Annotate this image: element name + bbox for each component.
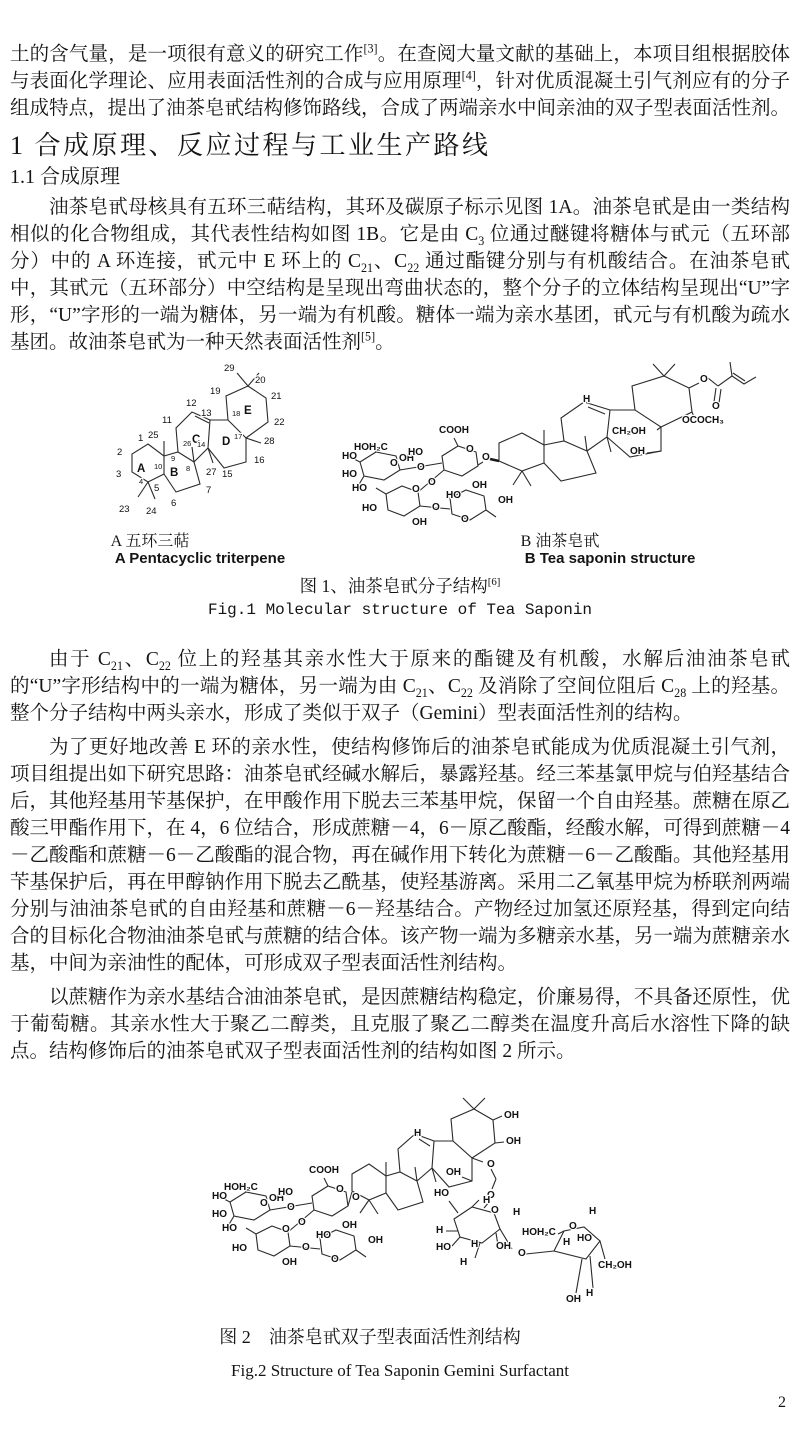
svg-text:O: O (487, 1159, 495, 1170)
section-heading: 1 合成原理、反应过程与工业生产路线 (10, 131, 491, 160)
svg-text:OH: OH (566, 1294, 581, 1305)
svg-text:18: 18 (232, 409, 241, 418)
svg-text:O: O (260, 1198, 268, 1209)
svg-text:O: O (298, 1217, 306, 1228)
svg-text:H: H (436, 1225, 444, 1236)
svg-text:11: 11 (162, 415, 172, 426)
paragraph-hydrolysis: 由于 $C_{21}$、$C_{22}$ 位上的羟基其亲水性大于原来的酯键及有机酸，水解后油油茶皂甙的“U”字形结构中的一端为糖体，另一端为由 $C_{21}$、$C_{22}$ 及消除了空间位阻后 $C_{28}$ 上的羟基。整个分子结构中两头亲水，形成了类似于双子（Gemini）型表面活性剂的结构。 (10, 649, 790, 724)
svg-text:O: O (287, 1202, 295, 1213)
svg-text:COOH: COOH (309, 1165, 339, 1176)
svg-text:HO: HO (342, 469, 357, 480)
svg-text:C: C (192, 434, 201, 446)
svg-text:HO: HO (212, 1191, 227, 1202)
svg-text:O: O (336, 1184, 344, 1195)
svg-text:HO: HO (362, 503, 377, 514)
svg-text:14: 14 (197, 440, 206, 449)
svg-text:25: 25 (148, 430, 159, 441)
svg-text:12: 12 (186, 398, 197, 409)
svg-text:O: O (302, 1242, 310, 1253)
svg-text:H: H (513, 1207, 521, 1218)
fig1-caption-en: Fig.1 Molecular structure of Tea Saponin (207, 601, 593, 619)
svg-text:HO: HO (316, 1230, 331, 1241)
svg-text:O: O (331, 1254, 339, 1265)
svg-text:HOH₂C: HOH₂C (522, 1227, 556, 1238)
svg-text:5: 5 (154, 483, 160, 494)
subsection-heading: 1.1 合成原理 (10, 166, 120, 188)
svg-text:OH: OH (282, 1257, 297, 1268)
svg-text:O: O (428, 477, 436, 488)
svg-text:19: 19 (210, 386, 221, 397)
svg-text:H: H (589, 1206, 597, 1217)
svg-text:E: E (244, 405, 252, 417)
svg-text:16: 16 (254, 455, 265, 466)
svg-text:4: 4 (139, 477, 144, 486)
fig2-caption-cn: 图 2 油茶皂甙双子型表面活性剂结构 (219, 1327, 521, 1347)
svg-text:8: 8 (186, 464, 191, 473)
svg-text:20: 20 (255, 375, 266, 386)
svg-text:O: O (712, 401, 720, 412)
svg-text:10: 10 (154, 462, 163, 471)
svg-text:CH₂OH: CH₂OH (612, 426, 646, 437)
fig1a-label-cn: A 五环三萜 (110, 533, 190, 550)
svg-text:22: 22 (274, 417, 285, 428)
svg-text:9: 9 (171, 454, 176, 463)
svg-text:24: 24 (146, 506, 157, 517)
svg-text:HO: HO (446, 490, 461, 501)
svg-text:23: 23 (119, 504, 130, 515)
svg-text:21: 21 (271, 391, 282, 402)
fig1a-pentacyclic-structure (88, 364, 288, 527)
svg-text:HO: HO (408, 447, 423, 458)
svg-text:OH: OH (472, 480, 487, 491)
svg-text:O: O (466, 444, 474, 455)
svg-text:17: 17 (234, 432, 243, 441)
paragraph-synthesis-route: 为了更好地改善 E 环的亲水性，使结构修饰后的油茶皂甙能成为优质混凝土引气剂，项目组提出如下研究思路：油茶皂甙经碱水解后，暴露羟基。经三苯基氯甲烷与伯羟基结合后，其他羟基用苄基保护，在甲酸作用下脱去三苯基甲烷，保留一个自由羟基。蔗糖在原乙酸三甲酯作用下，在 4，6 位结合，形成蔗糖－4，6－原乙酸酯，经酸水解，可得到蔗糖－4－乙酸酯和蔗糖－6－乙酸酯的混合物，再在碱作用下转化为蔗糖－6－乙酸酯。其他羟基用苄基保护后，再在甲醇钠作用下脱去乙酰基，使羟基游离。采用二乙氧基甲烷为桥联剂两端分别与油油茶皂甙的自由羟基和蔗糖－6－羟基结合。产物经过加氢还原羟基，得到定向结合的目标化合物油油茶皂甙与蔗糖的结合体。该产物一端为多糖亲水基，另一端为蔗糖亲水基，中间为亲油性的配体，可形成双子型表面活性剂结构。 (10, 737, 791, 974)
svg-text:H: H (460, 1257, 468, 1268)
svg-text:O: O (352, 1192, 360, 1203)
svg-text:O: O (282, 1224, 290, 1235)
svg-text:O: O (412, 484, 420, 495)
svg-text:OH: OH (446, 1167, 461, 1178)
svg-text:2: 2 (117, 447, 123, 458)
svg-text:H: H (586, 1288, 594, 1299)
svg-text:CH₂OH: CH₂OH (598, 1260, 632, 1271)
svg-text:OH: OH (399, 453, 414, 464)
svg-text:A: A (137, 463, 146, 475)
fig1-caption-cn: 图 1、油茶皂甙分子结构[6] (299, 576, 501, 596)
fig1a-label-en: A Pentacyclic triterpene (114, 550, 286, 567)
svg-text:OH: OH (412, 517, 427, 528)
fig2-caption-en: Fig.2 Structure of Tea Saponin Gemini Surfactant (231, 1361, 569, 1380)
svg-text:15: 15 (222, 469, 233, 480)
figure-2 (10, 1093, 790, 1309)
svg-text:OH: OH (496, 1241, 511, 1252)
svg-text:HO: HO (434, 1188, 449, 1199)
svg-text:H: H (414, 1128, 422, 1139)
svg-text:O: O (432, 502, 440, 513)
svg-text:HO: HO (222, 1223, 237, 1234)
svg-text:HO: HO (278, 1187, 293, 1198)
svg-text:O: O (700, 374, 708, 385)
svg-text:27: 27 (206, 467, 217, 478)
svg-text:OH: OH (504, 1110, 519, 1121)
svg-text:29: 29 (224, 363, 235, 374)
svg-text:7: 7 (206, 485, 212, 496)
svg-text:H: H (483, 1195, 491, 1206)
svg-text:HO: HO (352, 483, 367, 494)
svg-text:OH: OH (368, 1235, 383, 1246)
svg-text:OH: OH (342, 1220, 357, 1231)
svg-text:O: O (491, 1205, 499, 1216)
paragraph-sucrose-choice: 以蔗糖作为亲水基结合油油茶皂甙，是因蔗糖结构稳定，价廉易得，不具备还原性，优于葡萄糖。其亲水性大于聚乙二醇类，且克服了聚乙二醇类在温度升高后水溶性下降的缺点。结构修饰后的油茶皂甙双子型表面活性剂的结构如图 2 所示。 (10, 987, 791, 1062)
svg-text:HOH₂C: HOH₂C (354, 442, 388, 453)
svg-text:HO: HO (212, 1209, 227, 1220)
fig1b-label-en: B Tea saponin structure (524, 550, 696, 567)
svg-text:HO: HO (232, 1243, 247, 1254)
paragraph-principle: 油茶皂甙母核具有五环三萜结构，其环及碳原子标示见图 1A。油茶皂甙是由一类结构相似的化合物组成，其代表性结构如图 1B。它是由 $C_3$ 位通过醚键将糖体与甙元（五环部分）中的 A 环连接，甙元中 E 环上的 $C_{21}$、$C_{22}$ 通过酯键分别与有机酸结合。在油茶皂甙中，其甙元（五环部分）中空结构是呈现出弯曲状态的，整个分子的立体结构呈现出“U”字形，“U”字形的一端为糖体，另一端为有机酸。糖体一端为亲水基团，甙元与有机酸为疏水基团。故油茶皂甙为一种天然表面活性剂[5]。 (10, 197, 790, 353)
svg-text:O: O (569, 1221, 577, 1232)
svg-text:O: O (482, 452, 490, 463)
paragraph-intro: 土的含气量，是一项很有意义的研究工作[3]。在查阅大量文献的基础上，本项目组根据胶体与表面化学理论、应用表面活性剂的合成与应用原理[4]，针对优质混凝土引气剂应有的分子组成特点，提出了油茶皂甙结构修饰路线，合成了两端亲水中间亲油的双子型表面活性剂。 (10, 41, 791, 119)
svg-text:3: 3 (116, 469, 122, 480)
svg-text:28: 28 (264, 436, 275, 447)
fig2-gemini-surfactant-structure (172, 1093, 662, 1309)
svg-text:D: D (222, 436, 231, 448)
svg-text:OH: OH (498, 495, 513, 506)
svg-text:OH: OH (269, 1193, 284, 1204)
fig1b-label-cn: B 油茶皂甙 (520, 533, 600, 550)
svg-text:6: 6 (171, 498, 177, 509)
svg-text:OH: OH (506, 1136, 521, 1147)
svg-text:B: B (170, 467, 179, 479)
fig1-sublabels-cn (10, 528, 790, 550)
svg-text:H: H (583, 394, 591, 405)
svg-text:O: O (461, 514, 469, 525)
svg-text:13: 13 (201, 408, 212, 419)
fig1b-tea-saponin-structure (342, 358, 762, 530)
svg-text:H: H (471, 1239, 479, 1250)
svg-text:H: H (563, 1237, 571, 1248)
svg-text:HO: HO (342, 451, 357, 462)
svg-text:1: 1 (138, 433, 144, 444)
svg-text:HO: HO (577, 1233, 592, 1244)
svg-text:O: O (390, 458, 398, 469)
svg-text:COOH: COOH (439, 425, 469, 436)
svg-text:O: O (487, 1190, 495, 1201)
svg-text:OH: OH (630, 446, 645, 457)
svg-text:HO: HO (436, 1242, 451, 1253)
svg-text:26: 26 (183, 439, 192, 448)
page-number: 2 (778, 1394, 786, 1411)
svg-text:O: O (518, 1248, 526, 1259)
svg-text:OCOCH₃: OCOCH₃ (682, 415, 724, 426)
figure-1 (10, 362, 790, 528)
svg-text:O: O (417, 462, 425, 473)
svg-text:HOH₂C: HOH₂C (224, 1182, 258, 1193)
fig1-sublabels-en (10, 550, 790, 572)
